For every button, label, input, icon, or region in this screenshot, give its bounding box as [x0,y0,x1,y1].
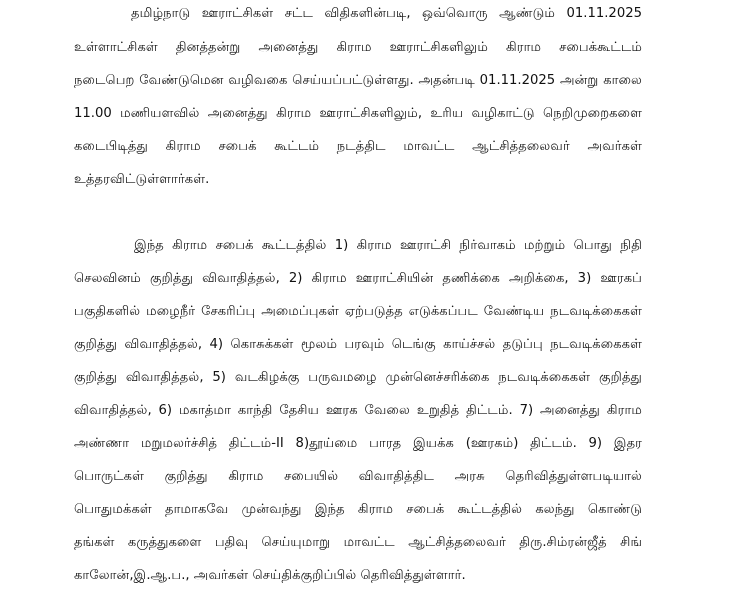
text-line: அண்ணா மறுமலர்ச்சித் திட்டம்-II 8)தூய்மை பாரத இயக்க (ஊரகம்) திட்டம். 9) இதர [74,436,642,451]
text-line: நடைபெற வேண்டுமென வழிவகை செய்யப்பட்டுள்ளது. அதன்படி 01.11.2025 அன்று காலை [74,73,642,88]
text-line: பொருட்கள் குறித்து கிராம சபையில் விவாதித்திட அரசு தெரிவித்துள்ளபடியால் [74,469,642,484]
text-line: கடைபிடித்து கிராம சபைக் கூட்டம் நடத்திட மாவட்ட ஆட்சித்தலைவர் அவர்கள் [74,139,642,154]
text-line: பகுதிகளில் மழைநீர் சேகரிப்பு அமைப்புகள் ஏற்படுத்த எடுக்கப்பட வேண்டிய நடவடிக்கைகள் [74,304,642,319]
text-line: பொதுமக்கள் தாமாகவே முன்வந்து இந்த கிராம சபைக் கூட்டத்தில் கலந்து கொண்டு [74,502,642,517]
text-line: 11.00 மணியளவில் அனைத்து கிராம ஊராட்சிகளிலும், உரிய வழிகாட்டு நெறிமுறைகளை [74,106,642,121]
text-line: தங்கள் கருத்துகளை பதிவு செய்யுமாறு மாவட்ட ஆட்சித்தலைவர் திரு.சிம்ரன்ஜீத் சிங் [74,535,642,550]
text-line: குறித்து விவாதித்தல், 4) கொசுக்கள் மூலம் பரவும் டெங்கு காய்ச்சல் தடுப்பு நடவடிக்கைகள் [74,337,642,352]
text-line: குறித்து விவாதித்தல், 5) வடகிழக்கு பருவமழை முன்னெச்சரிக்கை நடவடிக்கைகள் குறித்து [74,370,642,385]
text-line: விவாதித்தல், 6) மகாத்மா காந்தி தேசிய ஊரக வேலை உறுதித் திட்டம். 7) அனைத்து கிராம [74,403,642,418]
text-line: உத்தரவிட்டுள்ளார்கள். [74,172,210,187]
text-line: தமிழ்நாடு ஊராட்சிகள் சட்ட விதிகளின்படி, ஒவ்வொரு ஆண்டும் 01.11.2025 [131,6,642,21]
text-line: இந்த கிராம சபைக் கூட்டத்தில் 1) கிராம ஊராட்சி நிர்வாகம் மற்றும் பொது நிதி [134,238,642,253]
text-line: உள்ளாட்சிகள் தினத்தன்று அனைத்து கிராம ஊராட்சிகளிலும் கிராம சபைக்கூட்டம் [74,40,642,55]
text-line: காலோன்,இ.ஆ.ப., அவர்கள் செய்திக்குறிப்பில் தெரிவித்துள்ளார். [74,568,466,583]
text-line: செலவினம் குறித்து விவாதித்தல், 2) கிராம ஊராட்சியின் தணிக்கை அறிக்கை, 3) ஊரகப் [74,271,642,286]
